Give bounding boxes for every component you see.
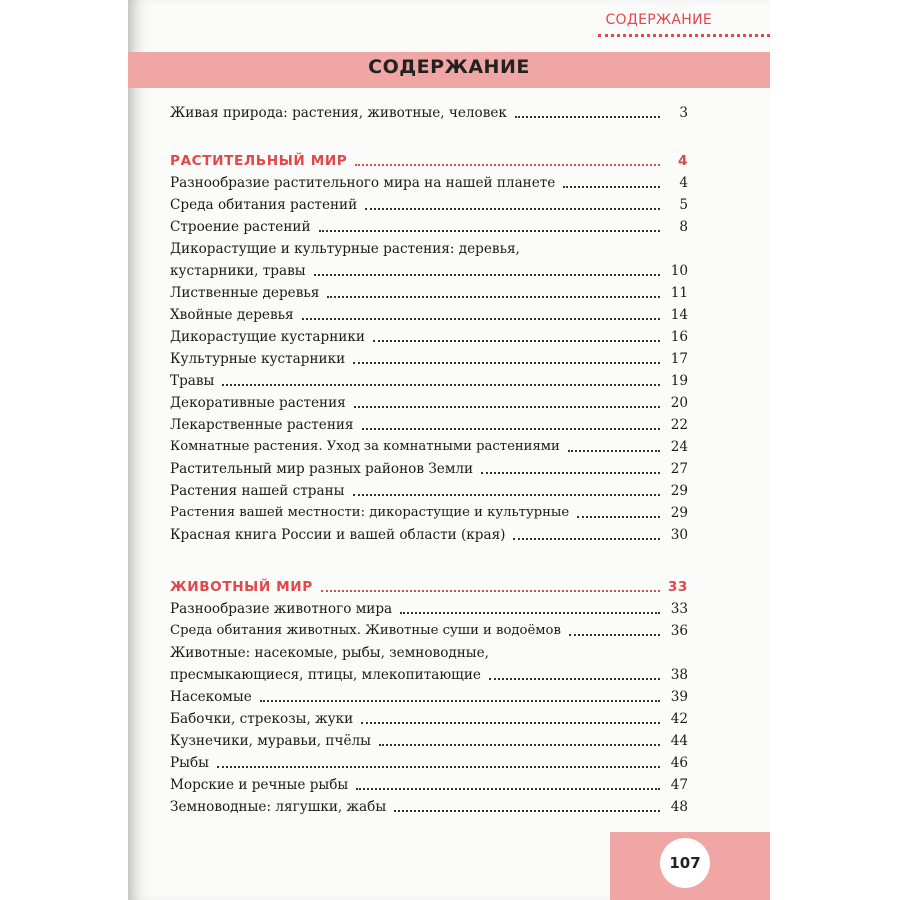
toc-entry-title: Разнообразие растительного мира на нашей планете	[170, 175, 556, 191]
dot-leader	[217, 766, 660, 768]
toc-entry[interactable]	[170, 796, 688, 818]
toc-section-heading[interactable]	[170, 576, 688, 598]
toc-entry[interactable]	[170, 480, 688, 502]
toc-entry-title: Комнатные растения. Уход за комнатными растениями	[170, 439, 560, 454]
toc-entry[interactable]	[170, 598, 688, 620]
toc-entry-page: 42	[670, 711, 688, 727]
toc-section-title: ЖИВОТНЫЙ МИР	[170, 579, 313, 595]
toc-entry-title: Животные: насекомые, рыбы, земноводные,	[170, 645, 489, 661]
toc-entry-title: пресмыкающиеся, птицы, млекопитающие	[170, 667, 481, 683]
toc-entry-page: 27	[670, 461, 688, 477]
toc-entry-page: 33	[670, 601, 688, 617]
toc-entry-title: Земноводные: лягушки, жабы	[170, 799, 387, 815]
toc-section-title: РАСТИТЕЛЬНЫЙ МИР	[170, 153, 348, 169]
dot-leader	[379, 744, 660, 746]
toc-entry-page: 20	[670, 395, 688, 411]
dot-leader	[353, 494, 661, 496]
dot-leader	[563, 186, 660, 188]
dot-leader	[327, 296, 660, 298]
toc-entry-title: Культурные кустарники	[170, 351, 346, 367]
toc-entry-title: Травы	[170, 373, 215, 389]
book-page	[128, 0, 770, 900]
dot-leader	[489, 678, 660, 680]
toc-entry[interactable]	[170, 502, 688, 524]
toc-entry[interactable]	[170, 370, 688, 392]
toc-entry-page: 4	[679, 175, 688, 191]
toc-entry-title: кустарники, травы	[170, 263, 306, 279]
dot-leader	[361, 722, 660, 724]
toc-entry[interactable]	[170, 774, 688, 796]
toc-entry[interactable]	[170, 458, 688, 480]
toc-entry-page: 24	[670, 439, 688, 455]
dot-leader	[362, 428, 660, 430]
toc-entry-page: 19	[670, 373, 688, 389]
toc-entry-title: Среда обитания животных. Животные суши и водоёмов	[170, 623, 561, 638]
toc-entry-page: 30	[670, 527, 688, 543]
toc-entry-page: 11	[670, 285, 688, 301]
dot-leader	[314, 274, 660, 276]
toc-entry-page: 14	[670, 307, 688, 323]
toc-entry-page: 10	[670, 263, 688, 279]
dot-leader	[222, 384, 660, 386]
toc-entry[interactable]	[170, 304, 688, 326]
toc-entry-title: Растения нашей страны	[170, 483, 345, 499]
toc-entry-title: Строение растений	[170, 219, 311, 235]
dot-leader	[569, 634, 660, 636]
table-of-contents	[170, 102, 688, 818]
toc-entry-title: Растения вашей местности: дикорастущие и культурные	[170, 505, 570, 520]
toc-entry-first-line[interactable]	[170, 238, 688, 260]
running-head-rule	[598, 34, 770, 37]
toc-entry-page: 17	[670, 351, 688, 367]
toc-entry-title: Декоративные растения	[170, 395, 346, 411]
toc-entry-title: Красная книга России и вашей области (края)	[170, 527, 506, 543]
toc-entry-title: Морские и речные рыбы	[170, 777, 349, 793]
toc-entry[interactable]	[170, 392, 688, 414]
toc-entry[interactable]	[170, 686, 688, 708]
toc-entry-title: Лиственные деревья	[170, 285, 320, 301]
dot-leader	[302, 318, 660, 320]
toc-entry-first-line[interactable]	[170, 642, 688, 664]
toc-entry-page: 8	[679, 219, 688, 235]
toc-entry[interactable]	[170, 194, 688, 216]
toc-entry-title: Кузнечики, муравьи, пчёлы	[170, 733, 371, 749]
dot-leader	[400, 612, 660, 614]
toc-entry-page: 29	[670, 505, 688, 521]
toc-entry-page: 39	[670, 689, 688, 705]
page-title: СОДЕРЖАНИЕ	[368, 56, 530, 78]
toc-entry[interactable]	[170, 414, 688, 436]
toc-entry-title: Рыбы	[170, 755, 209, 771]
toc-section-heading[interactable]	[170, 150, 688, 172]
page-number: 107	[660, 838, 710, 888]
toc-entry-page: 48	[670, 799, 688, 815]
toc-entry-page: 3	[679, 105, 688, 121]
dot-leader	[513, 538, 660, 540]
toc-entry[interactable]	[170, 708, 688, 730]
toc-entry-page: 4	[677, 153, 688, 169]
toc-entry[interactable]	[170, 752, 688, 774]
dot-leader	[356, 788, 660, 790]
toc-entry[interactable]	[170, 172, 688, 194]
toc-entry[interactable]	[170, 326, 688, 348]
toc-entry-title: Дикорастущие и культурные растения: деревья,	[170, 241, 520, 257]
dot-leader	[355, 164, 660, 166]
toc-entry[interactable]	[170, 664, 688, 686]
toc-entry[interactable]	[170, 620, 688, 642]
dot-leader	[515, 116, 660, 118]
toc-entry[interactable]	[170, 260, 688, 282]
toc-entry[interactable]	[170, 524, 688, 546]
toc-entry-title: Разнообразие животного мира	[170, 601, 393, 617]
toc-entry-title: Бабочки, стрекозы, жуки	[170, 711, 354, 727]
toc-entry-page: 16	[670, 329, 688, 345]
toc-entry[interactable]	[170, 282, 688, 304]
toc-entry[interactable]	[170, 730, 688, 752]
toc-entry[interactable]	[170, 436, 688, 458]
toc-entry-page: 5	[679, 197, 688, 213]
dot-leader	[568, 450, 660, 452]
dot-leader	[260, 700, 660, 702]
toc-entry-title: Лекарственные растения	[170, 417, 354, 433]
toc-entry-page: 44	[670, 733, 688, 749]
toc-entry-title: Насекомые	[170, 689, 252, 705]
toc-entry-title: Хвойные деревья	[170, 307, 294, 323]
toc-entry[interactable]	[170, 216, 688, 238]
toc-entry-page: 36	[670, 623, 688, 639]
dot-leader	[321, 590, 660, 592]
toc-entry-title: Живая природа: растения, животные, человек	[170, 105, 507, 121]
dot-leader	[319, 230, 660, 232]
dot-leader	[481, 472, 660, 474]
running-head: СОДЕРЖАНИЕ	[605, 12, 712, 28]
toc-entry-page: 46	[670, 755, 688, 771]
toc-entry-page: 29	[670, 483, 688, 499]
dot-leader	[394, 810, 660, 812]
dot-leader	[373, 340, 660, 342]
toc-entry-page: 33	[667, 579, 688, 595]
toc-entry[interactable]	[170, 348, 688, 370]
dot-leader	[577, 516, 660, 518]
toc-entry-title: Дикорастущие кустарники	[170, 329, 365, 345]
dot-leader	[353, 362, 660, 364]
toc-entry-title: Среда обитания растений	[170, 197, 358, 213]
toc-entry[interactable]	[170, 102, 688, 124]
dot-leader	[354, 406, 660, 408]
toc-entry-page: 22	[670, 417, 688, 433]
dot-leader	[365, 208, 660, 210]
toc-entry-page: 47	[670, 777, 688, 793]
toc-entry-page: 38	[670, 667, 688, 683]
toc-entry-title: Растительный мир разных районов Земли	[170, 461, 474, 477]
